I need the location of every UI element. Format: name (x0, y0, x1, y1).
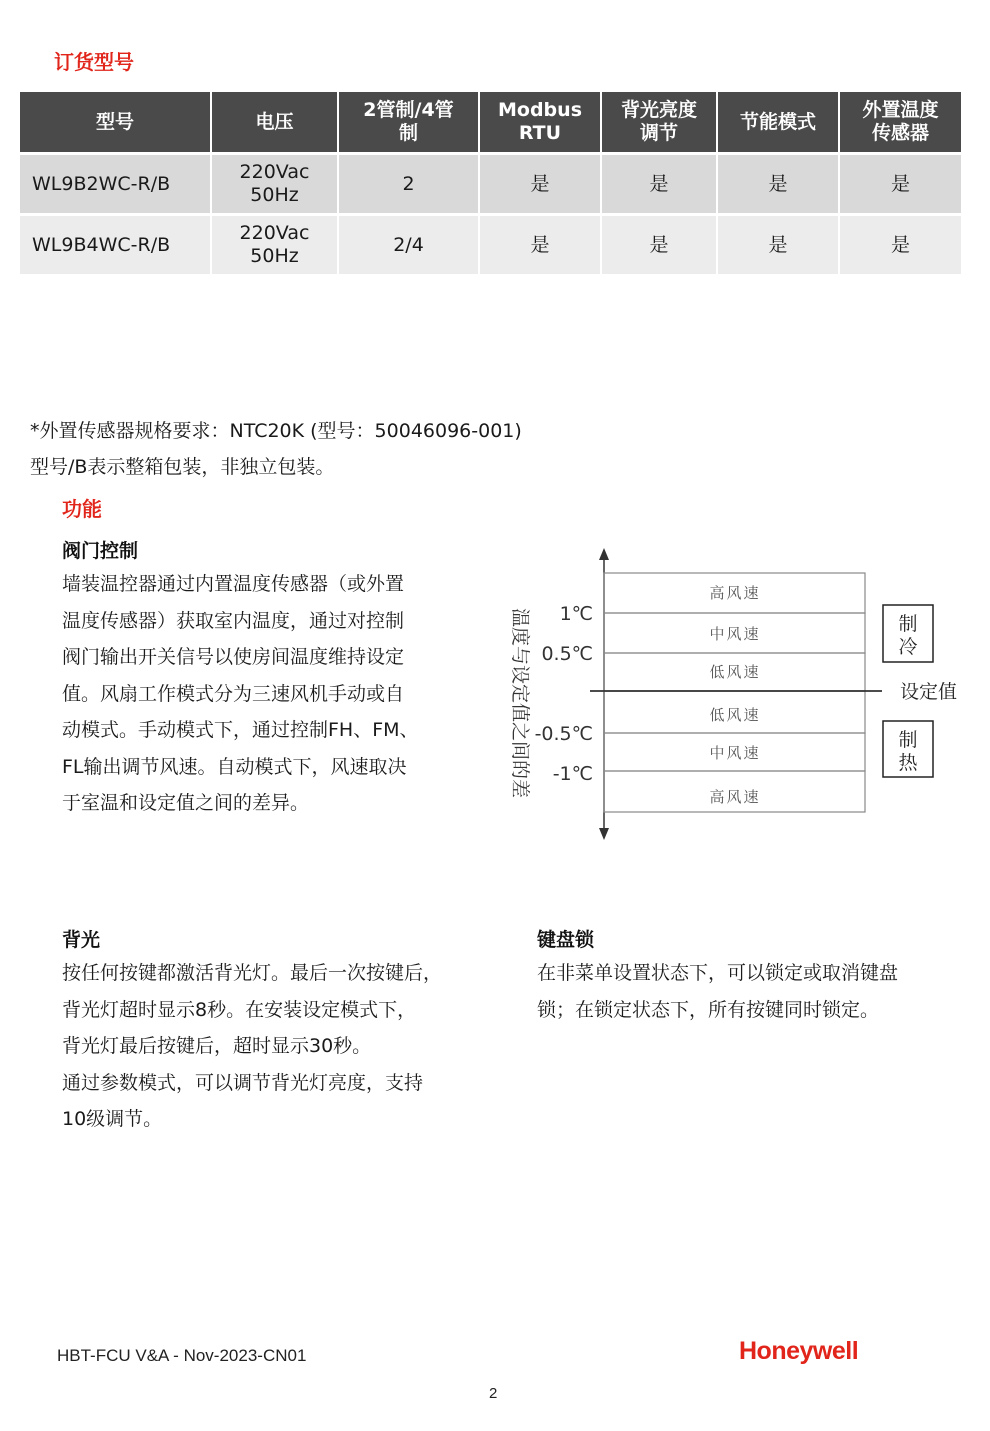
zone-label: 高风速 (709, 788, 761, 806)
heating-label: 热 (898, 752, 918, 774)
page-number: 2 (489, 1385, 498, 1402)
header-energy-mode: 节能模式 (718, 92, 838, 155)
tick-label: -0.5℃ (534, 723, 593, 745)
cell-model: WL9B4WC-R/B (20, 216, 210, 277)
cell-pipe: 2/4 (339, 216, 478, 277)
tick-label: 1℃ (559, 603, 593, 625)
backlight-heading: 背光 (62, 929, 101, 951)
table-row (20, 155, 961, 216)
y-axis-arrow-down (599, 828, 609, 840)
cell-ext-sensor: 是 (840, 216, 961, 277)
zone-label: 中风速 (709, 625, 761, 643)
sensor-spec-note: *外置传感器规格要求：NTC20K (型号：50046096-001) (30, 420, 522, 442)
header-pipe-system: 2管制/4管 制 (339, 92, 478, 155)
table-row (20, 216, 961, 277)
cell-ext-sensor: 是 (840, 155, 961, 216)
cooling-label: 冷 (898, 636, 918, 658)
order-section-title: 订货型号 (54, 50, 134, 74)
packaging-note: 型号/B表示整箱包装，非独立包装。 (30, 456, 335, 478)
y-axis-label: 温度与设定值之间的差 (509, 608, 531, 799)
header-modbus: Modbus RTU (480, 92, 600, 155)
setpoint-label: 设定值 (900, 681, 958, 703)
header-backlight: 背光亮度 调节 (602, 92, 716, 155)
fan-speed-diagram (500, 540, 970, 850)
function-section-title: 功能 (62, 497, 102, 521)
cell-backlight: 是 (602, 216, 716, 277)
zone-label: 低风速 (709, 663, 761, 681)
zone-label: 低风速 (709, 706, 761, 724)
heating-label: 制 (898, 729, 918, 751)
order-table (18, 92, 963, 277)
table-header-row (20, 92, 961, 155)
keylock-paragraph: 在非菜单设置状态下，可以锁定或取消键盘 锁；在锁定状态下，所有按键同时锁定。 (537, 962, 899, 1021)
header-ext-sensor: 外置温度 传感器 (840, 92, 961, 155)
header-model: 型号 (20, 92, 210, 155)
cell-pipe: 2 (339, 155, 478, 216)
cell-voltage: 220Vac 50Hz (212, 155, 337, 216)
valve-paragraph: 墙装温控器通过内置温度传感器（或外置 温度传感器）获取室内温度，通过对控制 阀门输出开关信号以使房间温度维持设定 值。风扇工作模式分为三速风机手动或自 动模式。手动模式下，通过控制FH、FM、 FL输出调节风速。自动模式下，风速取决 于室温和设定值之间的差异。 (62, 573, 419, 814)
header-voltage: 电压 (212, 92, 337, 155)
cell-energy: 是 (718, 216, 838, 277)
backlight-paragraph: 按任何按键都激活背光灯。最后一次按键后， 背光灯超时显示8秒。在安装设定模式下， 背光灯最后按键后，超时显示30秒。 通过参数模式，可以调节背光灯亮度，支持 10级调节。 (62, 962, 443, 1130)
cell-energy: 是 (718, 155, 838, 216)
document-code: HBT-FCU V&A - Nov-2023-CN01 (57, 1346, 307, 1365)
zone-label: 高风速 (709, 584, 761, 602)
zone-label: 中风速 (709, 744, 761, 762)
cell-model: WL9B2WC-R/B (20, 155, 210, 216)
keylock-heading: 键盘锁 (537, 929, 595, 951)
tick-label: -1℃ (552, 763, 593, 785)
cell-backlight: 是 (602, 155, 716, 216)
y-axis-arrow-up (599, 548, 609, 560)
cell-modbus: 是 (480, 216, 600, 277)
cooling-label: 制 (898, 613, 918, 635)
valve-heading: 阀门控制 (62, 540, 139, 562)
cell-voltage: 220Vac 50Hz (212, 216, 337, 277)
tick-label: 0.5℃ (541, 643, 593, 665)
honeywell-logo: Honeywell (739, 1337, 859, 1365)
cell-modbus: 是 (480, 155, 600, 216)
